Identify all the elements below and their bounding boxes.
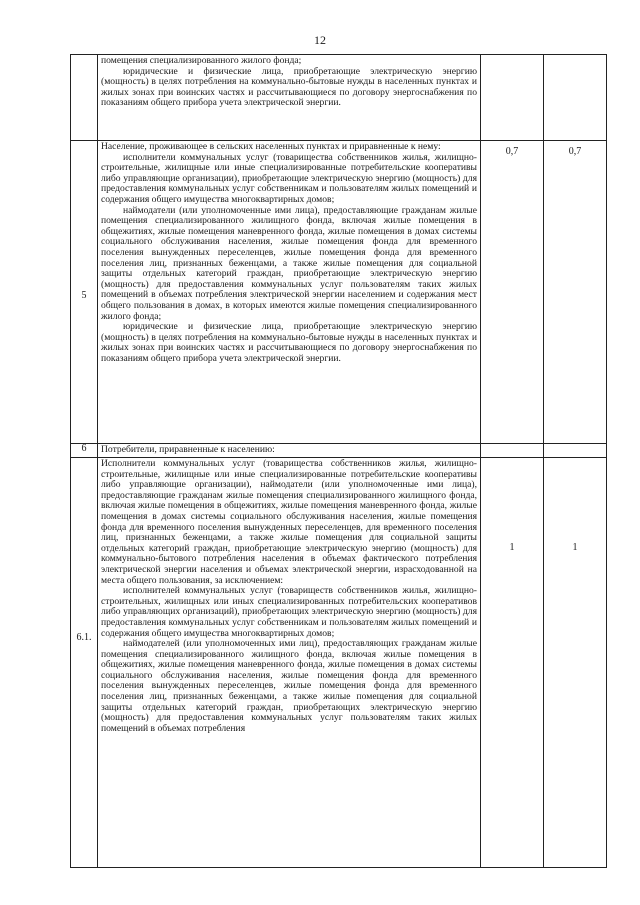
row-description bbox=[98, 458, 480, 735]
tariff-value-2 bbox=[544, 444, 607, 458]
description-paragraph: исполнители коммунальных услуг (товарищества собственников жилья, жилищно-строительные, жилищные или иные специализированные потребительские кооперативы либо управляющие организации), приобретающие электрическую энергию (мощность) для предоставления коммунальных услуг собственникам и пользователям жилых помещений и содержания общего имущества многоквартирных домов; bbox=[101, 151, 477, 205]
description-paragraph: помещения специализированного жилого фонда; bbox=[101, 55, 302, 66]
table-row bbox=[71, 55, 607, 141]
table-row bbox=[71, 141, 607, 444]
description-paragraph: исполнителей коммунальных услуг (товариществ собственников жилья, жилищно-строительных, жилищных или иных специализированных потребительских кооперативов либо управляющих организаций), приобретающих электрическую энергию (мощность) для предоставления коммунальных услуг собственникам и пользователям жилых помещений и содержания общего имущества многоквартирных домов; bbox=[101, 585, 477, 639]
row-description bbox=[98, 55, 480, 110]
description-paragraph: наймодатели (или уполномоченные ими лица), предоставляющие гражданам жилые помещения специализированного жилищного фонда, включая жилые помещения в общежитиях, жилые помещения маневренного фонда, жилые помещения в домах системы социального обслуживания населения, жилые помещения фонда для временного поселения вынужденных переселенцев, жилые помещения фонда для временного поселения лиц, признанных беженцами, а также жилые помещения для социальной защиты отдельных категорий граждан, приобретающие электрическую энергию (мощность) для предоставления коммунальных услуг пользователям таких жилых помещений в объемах потребления электрической энергии населением и содержания мест общего пользования в домах, в которых имеются жилые помещения специализированного жилого фонда; bbox=[101, 204, 477, 322]
tariff-value-1: 0,7 bbox=[481, 141, 544, 444]
description-paragraph: наймодателей (или уполномоченных ими лиц), предоставляющих гражданам жилые помещения специализированного жилищного фонда, включая жилые помещения в общежитиях, жилые помещения маневренного фонда, жилые помещения в домах системы социального обслуживания населения, жилые помещения фонда для временного поселения вынужденных переселенцев, жилые помещения фонда для временного поселения лиц, признанных беженцами, а также жилые помещения для социальной защиты отдельных категорий граждан, приобретающих электрическую энергию (мощность) для предоставления коммунальных услуг пользователям таких жилых помещений в объемах потребления bbox=[101, 638, 477, 734]
page-number: 12 bbox=[314, 33, 326, 47]
row-description bbox=[98, 141, 480, 365]
description-paragraph: юридические и физические лица, приобретающие электрическую энергию (мощность) в целях потребления на коммунально-бытовые нужды в населенных пунктах и жилых зонах при воинских частях и рассчитывающиеся по договору энергоснабжения по показаниям общего прибора учета электрической энергии. bbox=[101, 65, 477, 109]
tariff-table bbox=[70, 54, 607, 868]
description-paragraph: Население, проживающее в сельских населенных пунктах и приравненные к нему: bbox=[101, 141, 441, 152]
description-paragraph: Потребители, приравненные к населению: bbox=[101, 444, 275, 455]
tariff-value-1 bbox=[481, 55, 544, 141]
table-row bbox=[71, 458, 607, 868]
row-number bbox=[71, 55, 98, 141]
tariff-value-2: 1 bbox=[544, 458, 607, 868]
tariff-value-1: 1 bbox=[481, 458, 544, 868]
table-row bbox=[71, 444, 607, 458]
tariff-value-2: 0,7 bbox=[544, 141, 607, 444]
row-number: 6 bbox=[71, 444, 98, 458]
tariff-value-2 bbox=[544, 55, 607, 141]
row-description bbox=[98, 444, 480, 457]
tariff-value-1 bbox=[481, 444, 544, 458]
row-number: 5 bbox=[71, 141, 98, 444]
description-paragraph: юридические и физические лица, приобретающие электрическую энергию (мощность) в целях потребления на коммунально-бытовые нужды в населенных пунктах и жилых зонах при воинских частях и рассчитывающиеся по договору энергоснабжения по показаниям общего прибора учета электрической энергии. bbox=[101, 321, 477, 364]
row-number: 6.1. bbox=[71, 458, 98, 868]
description-paragraph: Исполнители коммунальных услуг (товарищества собственников жилья, жилищно-строительные, жилищные или иные специализированные потребительские кооперативы либо управляющие организации), наймодатели (или уполномоченные ими лица), предоставляющие гражданам жилые помещения специализированного жилищного фонда, включая жилые помещения в общежитиях, жилые помещения маневренного фонда, жилые помещения в домах системы социального обслуживания населения, жилые помещения фонда для временного поселения вынужденных переселенцев, для временного поселения лиц, признанных беженцами, а также жилые помещения для социальной защиты отдельных категорий граждан, приобретающие электрическую энергию (мощность) для коммунально-бытового потребления населения в объемах фактического потребления электрической энергии населения и объемах электрической энергии, израсходованной на места общего пользования, за исключением: bbox=[101, 458, 477, 586]
